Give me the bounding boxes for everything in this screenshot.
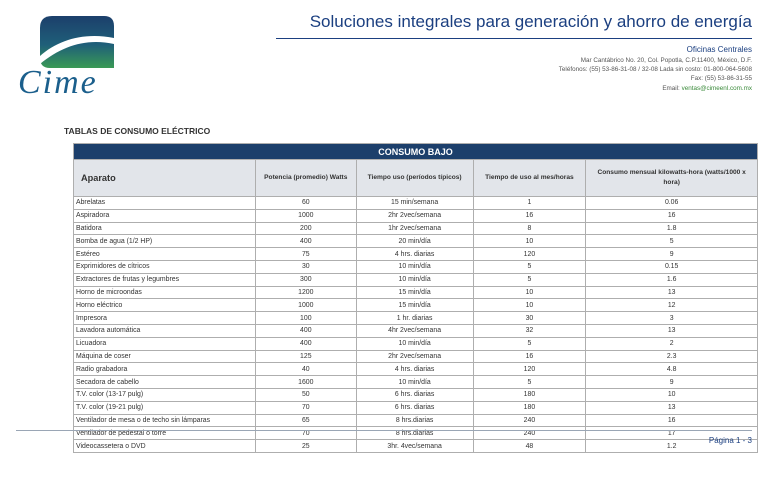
value-cell: 2	[586, 337, 758, 350]
value-cell: 100	[255, 312, 356, 325]
value-cell: 5	[473, 260, 586, 273]
value-cell: 1	[473, 197, 586, 210]
value-cell: 70	[255, 401, 356, 414]
table-row	[74, 440, 758, 453]
value-cell: 400	[255, 337, 356, 350]
value-cell: 5	[473, 273, 586, 286]
value-cell: 400	[255, 324, 356, 337]
value-cell: 180	[473, 401, 586, 414]
appliance-cell: T.V. color (13-17 pulg)	[74, 388, 256, 401]
table-row	[74, 350, 758, 363]
appliance-cell: Bomba de agua (1/2 HP)	[74, 235, 256, 248]
value-cell: 25	[255, 440, 356, 453]
value-cell: 400	[255, 235, 356, 248]
footer-divider	[16, 430, 752, 431]
column-header: Potencia (promedio) Watts	[255, 160, 356, 197]
appliance-cell: Estéreo	[74, 248, 256, 261]
value-cell: 3	[586, 312, 758, 325]
value-cell: 16	[586, 414, 758, 427]
appliance-cell: Ventilador de mesa o de techo sin lámparas	[74, 414, 256, 427]
appliance-cell: Exprimidores de cítricos	[74, 260, 256, 273]
table-row	[74, 427, 758, 440]
value-cell: 2hr 2vec/semana	[356, 350, 473, 363]
office-email-line	[559, 84, 752, 93]
value-cell: 13	[586, 324, 758, 337]
value-cell: 10 min/día	[356, 260, 473, 273]
value-cell: 1.2	[586, 440, 758, 453]
value-cell: 10	[586, 388, 758, 401]
value-cell: 4 hrs. diarias	[356, 248, 473, 261]
table-row	[74, 209, 758, 222]
value-cell: 1.8	[586, 222, 758, 235]
value-cell: 120	[473, 363, 586, 376]
value-cell: 10 min/día	[356, 273, 473, 286]
value-cell: 1600	[255, 376, 356, 389]
value-cell: 17	[586, 427, 758, 440]
company-logo	[18, 14, 136, 101]
office-fax: Fax: (55) 53-86-31-55	[690, 75, 752, 83]
value-cell: 2.3	[586, 350, 758, 363]
value-cell: 1000	[255, 209, 356, 222]
value-cell: 50	[255, 388, 356, 401]
appliance-cell: Radio grabadora	[74, 363, 256, 376]
table-body	[74, 197, 758, 453]
table-row	[74, 260, 758, 273]
appliance-cell: Licuadora	[74, 337, 256, 350]
value-cell: 4hr 2vec/semana	[356, 324, 473, 337]
value-cell: 1200	[255, 286, 356, 299]
value-cell: 8	[473, 222, 586, 235]
table-row	[74, 299, 758, 312]
value-cell: 13	[586, 401, 758, 414]
value-cell: 0.06	[586, 197, 758, 210]
column-header: Tiempo de uso al mes/horas	[473, 160, 586, 197]
page-number: Página 1 - 3	[708, 436, 752, 445]
table-row	[74, 286, 758, 299]
value-cell: 20 min/día	[356, 235, 473, 248]
appliance-cell: Abrelatas	[74, 197, 256, 210]
value-cell: 3hr. 4vec/semana	[356, 440, 473, 453]
value-cell: 13	[586, 286, 758, 299]
appliance-cell: Batidora	[74, 222, 256, 235]
value-cell: 4.8	[586, 363, 758, 376]
office-address: Mar Cantábrico No. 20, Col. Popotla, C.P.11400, México, D.F.	[580, 57, 752, 64]
office-info	[559, 44, 752, 93]
value-cell: 6 hrs. diarias	[356, 401, 473, 414]
value-cell: 16	[473, 350, 586, 363]
table-row	[74, 197, 758, 210]
section-title: TABLAS DE CONSUMO ELÉCTRICO	[64, 126, 211, 136]
appliance-cell: Extractores de frutas y legumbres	[74, 273, 256, 286]
value-cell: 1000	[255, 299, 356, 312]
logo-wordmark: Cime	[18, 64, 98, 101]
value-cell: 16	[586, 209, 758, 222]
appliance-cell: Videocassetera o DVD	[74, 440, 256, 453]
value-cell: 6 hrs. diarias	[356, 388, 473, 401]
value-cell: 40	[255, 363, 356, 376]
value-cell: 5	[473, 337, 586, 350]
table-row	[74, 376, 758, 389]
appliance-cell: Horno eléctrico	[74, 299, 256, 312]
value-cell: 10	[473, 235, 586, 248]
table-banner: CONSUMO BAJO	[74, 144, 758, 160]
column-header: Aparato	[74, 160, 256, 197]
office-phones: Teléfonos: (55) 53-86-31-08 / 32-08 Lada sin costo: 01-800-064-5608	[558, 66, 752, 74]
value-cell: 1 hr. diarias	[356, 312, 473, 325]
value-cell: 10 min/día	[356, 376, 473, 389]
table-row	[74, 388, 758, 401]
value-cell: 10	[473, 286, 586, 299]
appliance-cell: T.V. color (19-21 pulg)	[74, 401, 256, 414]
table-row	[74, 248, 758, 261]
column-header: Tiempo uso (períodos típicos)	[356, 160, 473, 197]
appliance-cell: Lavadora automática	[74, 324, 256, 337]
column-header: Consumo mensual kilowatts-hora (watts/1000 x hora)	[586, 160, 758, 197]
value-cell: 9	[586, 248, 758, 261]
value-cell: 8 hrs.diarias	[356, 414, 473, 427]
value-cell: 30	[255, 260, 356, 273]
value-cell: 9	[586, 376, 758, 389]
table-row	[74, 414, 758, 427]
email-label: Email:	[662, 84, 680, 92]
value-cell: 32	[473, 324, 586, 337]
appliance-cell: Máquina de coser	[74, 350, 256, 363]
value-cell: 60	[255, 197, 356, 210]
value-cell: 5	[473, 376, 586, 389]
appliance-cell: Aspiradora	[74, 209, 256, 222]
value-cell: 1hr 2vec/semana	[356, 222, 473, 235]
logo-badge-icon	[38, 14, 116, 70]
value-cell: 0.15	[586, 260, 758, 273]
value-cell: 200	[255, 222, 356, 235]
table-row	[74, 222, 758, 235]
value-cell: 1.6	[586, 273, 758, 286]
value-cell: 16	[473, 209, 586, 222]
value-cell: 15 min/semana	[356, 197, 473, 210]
consumption-table	[73, 143, 758, 453]
value-cell: 180	[473, 388, 586, 401]
table-row	[74, 324, 758, 337]
value-cell: 10	[473, 299, 586, 312]
value-cell: 15 min/día	[356, 299, 473, 312]
value-cell: 120	[473, 248, 586, 261]
value-cell: 5	[586, 235, 758, 248]
table-row	[74, 235, 758, 248]
value-cell: 12	[586, 299, 758, 312]
value-cell: 125	[255, 350, 356, 363]
email-link[interactable]: ventas@cimeenl.com.mx	[681, 84, 752, 92]
value-cell: 15 min/día	[356, 286, 473, 299]
value-cell: 4 hrs. diarias	[356, 363, 473, 376]
table-row	[74, 312, 758, 325]
value-cell: 10 min/día	[356, 337, 473, 350]
value-cell: 240	[473, 414, 586, 427]
office-title: Oficinas Centrales	[686, 45, 752, 54]
value-cell: 30	[473, 312, 586, 325]
table-row	[74, 337, 758, 350]
appliance-cell: Ventilador de pedestal o torre	[74, 427, 256, 440]
value-cell: 65	[255, 414, 356, 427]
title-divider	[276, 38, 752, 39]
table-row	[74, 273, 758, 286]
table-row	[74, 401, 758, 414]
page-title: Soluciones integrales para generación y ahorro de energía	[309, 12, 752, 31]
appliance-cell: Impresora	[74, 312, 256, 325]
value-cell: 75	[255, 248, 356, 261]
value-cell: 48	[473, 440, 586, 453]
value-cell: 240	[473, 427, 586, 440]
appliance-cell: Horno de microondas	[74, 286, 256, 299]
value-cell: 70	[255, 427, 356, 440]
table-row	[74, 363, 758, 376]
value-cell: 8 hrs.diarias	[356, 427, 473, 440]
appliance-cell: Secadora de cabello	[74, 376, 256, 389]
value-cell: 300	[255, 273, 356, 286]
value-cell: 2hr 2vec/semana	[356, 209, 473, 222]
